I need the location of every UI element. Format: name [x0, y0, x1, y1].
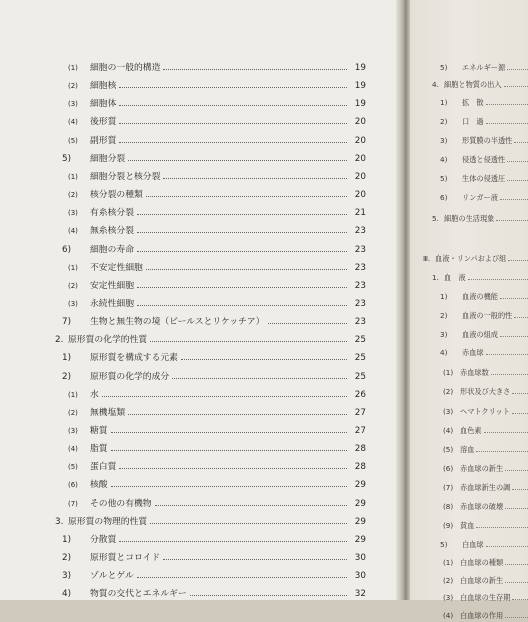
toc-leader-dots — [119, 468, 347, 469]
toc-entry-number: (2) — [443, 576, 454, 585]
toc-entry — [410, 538, 528, 551]
toc-entry — [410, 443, 528, 456]
toc-entry-number: 7) — [62, 317, 72, 328]
toc-entry-number: (4) — [443, 611, 454, 620]
toc-entry-title: 安定性細胞 — [90, 280, 134, 291]
toc-entry-page: 30 — [354, 553, 366, 564]
toc-entry-number: 2) — [62, 553, 72, 564]
toc-entry-number: (5) — [68, 463, 78, 472]
toc-leader-dots — [119, 105, 347, 106]
toc-entry — [410, 462, 528, 475]
toc-entry — [0, 460, 398, 474]
toc-leader-dots — [507, 161, 528, 162]
toc-entry-number: (2) — [68, 82, 78, 91]
toc-entry-title: 核分裂の種類 — [90, 190, 143, 201]
toc-entry-title: その他の有機物 — [90, 498, 152, 509]
toc-entry-title: 血 液 — [444, 273, 466, 282]
toc-entry — [0, 388, 398, 402]
toc-entry-number: 1) — [62, 534, 72, 545]
toc-entry-title: 赤血球の破壊 — [460, 502, 504, 511]
toc-leader-dots — [150, 341, 347, 342]
toc-entry-number: 5. — [432, 214, 439, 223]
toc-entry-page: 23 — [354, 317, 366, 328]
toc-entry-title: 原形質の化学的性質 — [68, 335, 148, 346]
toc-leader-dots — [486, 354, 528, 355]
toc-entry — [0, 279, 398, 293]
toc-entry-title: 細胞の一般的構造 — [90, 63, 161, 73]
toc-leader-dots — [119, 541, 347, 542]
toc-entry-title: 生物と無生物の境（ビールスとリケッチア） — [90, 317, 265, 328]
toc-entry-title: 赤血球新生の調 — [460, 483, 511, 492]
toc-leader-dots — [507, 69, 528, 70]
toc-entry — [410, 290, 528, 303]
toc-leader-dots — [484, 432, 528, 433]
toc-entry-title: 血液の組成 — [462, 330, 498, 339]
toc-entry — [0, 406, 398, 420]
toc-entry-number: (5) — [68, 136, 78, 145]
toc-entry-number: (4) — [68, 227, 78, 236]
toc-entry-number: 2) — [62, 371, 72, 382]
toc-entry-page: 29 — [354, 516, 366, 527]
toc-entry-title: 不安定性細胞 — [90, 262, 143, 273]
toc-entry-title: 原形質の物理的性質 — [68, 516, 148, 527]
toc-entry — [410, 556, 528, 569]
toc-leader-dots — [491, 374, 528, 375]
toc-entry — [410, 191, 528, 204]
toc-entry-number: 3. — [55, 516, 64, 527]
toc-entry-title: 白血球 — [462, 540, 484, 549]
toc-entry-number: (9) — [443, 521, 454, 530]
toc-leader-dots — [512, 599, 528, 600]
toc-leader-dots — [181, 359, 347, 360]
toc-entry-title: 糖質 — [90, 426, 108, 436]
toc-entry-page: 29 — [354, 498, 366, 509]
toc-leader-dots — [500, 336, 528, 337]
toc-leader-dots — [119, 87, 347, 88]
toc-entry — [410, 309, 528, 322]
toc-entry-number: 5) — [62, 153, 72, 164]
toc-entry-page: 20 — [354, 135, 366, 146]
toc-entry-title: 原形質とコロイド — [90, 553, 161, 564]
toc-entry — [410, 134, 528, 147]
toc-entry — [410, 153, 528, 166]
toc-entry — [410, 405, 528, 418]
toc-entry-number: (4) — [68, 445, 78, 454]
toc-leader-dots — [111, 450, 347, 451]
toc-entry-title: 赤血球数 — [460, 368, 489, 377]
toc-leader-dots — [486, 546, 528, 547]
toc-entry-page: 23 — [354, 226, 366, 237]
toc-entry-title: 細胞の寿命 — [90, 244, 134, 255]
toc-entry — [410, 591, 528, 604]
toc-leader-dots — [163, 178, 347, 179]
toc-entry — [0, 351, 398, 365]
toc-entry-title: 細胞と物質の出入 — [444, 80, 502, 89]
toc-entry-number: 1) — [440, 98, 448, 107]
toc-leader-dots — [128, 414, 347, 415]
toc-entry-title: 細胞核 — [90, 81, 117, 92]
toc-entry — [410, 328, 528, 341]
toc-entry-title: 貧血 — [460, 521, 475, 530]
toc-entry — [0, 170, 398, 184]
toc-leader-dots — [163, 559, 347, 560]
toc-leader-dots — [119, 123, 347, 124]
toc-entry — [410, 172, 528, 185]
toc-leader-dots — [102, 396, 347, 397]
toc-entry-page: 25 — [354, 335, 366, 346]
toc-entry-title: 赤血球 — [462, 348, 484, 357]
toc-leader-dots — [190, 595, 347, 596]
toc-entry-page: 29 — [354, 480, 366, 491]
toc-entry — [0, 515, 398, 529]
toc-entry — [0, 315, 398, 329]
toc-entry-number: 1) — [62, 353, 72, 364]
toc-entry-number: 5) — [440, 174, 448, 183]
toc-leader-dots — [137, 287, 347, 288]
toc-entry-page: 23 — [354, 244, 366, 255]
toc-entry-title: 白血球の生存期 — [460, 593, 511, 602]
toc-entry-page: 20 — [354, 171, 366, 182]
toc-entry-title: リンガー液 — [462, 193, 498, 202]
toc-entry — [410, 385, 528, 398]
toc-entry-page: 20 — [354, 153, 366, 164]
toc-entry-number: (3) — [443, 593, 454, 602]
toc-leader-dots — [137, 214, 347, 215]
toc-leader-dots — [505, 470, 528, 471]
toc-entry-title: 細胞分裂と核分裂 — [90, 171, 161, 182]
toc-entry-title: 細胞分裂 — [90, 153, 126, 164]
toc-entry — [0, 587, 398, 601]
toc-entry-title: 有糸核分裂 — [90, 208, 134, 219]
toc-leader-dots — [172, 378, 347, 379]
toc-entry — [0, 79, 398, 93]
toc-leader-dots — [155, 505, 347, 506]
toc-entry — [410, 346, 528, 359]
toc-entry-title: 脂質 — [90, 444, 108, 455]
toc-leader-dots — [505, 508, 528, 509]
toc-leader-dots — [496, 220, 528, 221]
toc-leader-dots — [476, 451, 528, 452]
toc-entry-title: 拡 散 — [462, 98, 484, 107]
toc-entry — [410, 424, 528, 437]
toc-entry-page: 23 — [354, 280, 366, 291]
toc-entry-page: 20 — [354, 117, 366, 128]
toc-leader-dots — [137, 577, 347, 578]
toc-entry-page: 27 — [354, 426, 366, 436]
toc-entry-number: (2) — [68, 408, 78, 417]
toc-entry-page: 19 — [354, 81, 366, 92]
toc-entry-number: (1) — [443, 368, 454, 377]
toc-entry — [410, 366, 528, 379]
toc-entry — [0, 243, 398, 257]
toc-entry — [0, 478, 398, 492]
toc-entry-title: 原形質を構成する元素 — [90, 353, 178, 364]
toc-leader-dots — [111, 486, 347, 487]
toc-leader-dots — [137, 232, 347, 233]
toc-entry-number: 2) — [440, 311, 448, 320]
toc-leader-dots — [504, 86, 528, 87]
toc-entry-title: 白血球の新生 — [460, 576, 504, 585]
toc-entry-number: (1) — [68, 390, 78, 399]
toc-entry — [0, 61, 398, 75]
toc-entry — [0, 261, 398, 275]
toc-entry — [0, 188, 398, 202]
toc-entry-number: (1) — [68, 64, 78, 72]
toc-entry-title: 白血球の種類 — [460, 558, 504, 567]
toc-entry — [0, 97, 398, 111]
toc-entry — [410, 271, 528, 284]
toc-entry-page: 19 — [354, 63, 366, 73]
toc-leader-dots — [150, 523, 347, 524]
toc-entry-number: (4) — [68, 118, 78, 127]
toc-entry-number: Ⅲ. — [423, 254, 431, 263]
toc-entry — [0, 442, 398, 456]
toc-entry-page: 32 — [354, 589, 366, 600]
toc-leader-dots — [505, 564, 528, 565]
toc-entry-number: 6) — [440, 193, 448, 202]
toc-entry-number: (8) — [443, 502, 454, 511]
toc-entry-number: (6) — [443, 464, 454, 473]
toc-leader-dots — [111, 432, 347, 433]
toc-leader-dots — [512, 413, 528, 414]
toc-entry — [0, 134, 398, 148]
toc-entry-title: 分散質 — [90, 534, 117, 545]
toc-entry-number: 4) — [440, 348, 448, 357]
toc-entry — [410, 212, 528, 225]
toc-entry — [0, 206, 398, 220]
toc-leader-dots — [476, 527, 528, 528]
toc-entry-title: 無糸核分裂 — [90, 226, 134, 237]
toc-entry — [0, 533, 398, 547]
toc-entry-title: 細胞体 — [90, 99, 117, 110]
toc-entry — [0, 115, 398, 129]
toc-entry-number: 1) — [440, 292, 448, 301]
toc-entry-title: 生体の侵透圧 — [462, 174, 506, 183]
toc-leader-dots — [468, 279, 528, 280]
toc-entry-page: 30 — [354, 571, 366, 582]
toc-entry — [410, 481, 528, 494]
toc-entry — [0, 569, 398, 583]
toc-leader-dots — [514, 317, 528, 318]
toc-entry-title: ゾルとゲル — [90, 571, 134, 582]
toc-entry-title: 血色素 — [460, 426, 482, 435]
toc-entry-page: 23 — [354, 262, 366, 273]
toc-entry-title: 物質の交代とエネルギー — [90, 589, 187, 600]
toc-entry-title: 永続性細胞 — [90, 298, 134, 309]
toc-leader-dots — [486, 123, 528, 124]
toc-entry-page: 27 — [354, 407, 366, 418]
toc-entry-title: 侵透と侵透性 — [462, 155, 506, 164]
toc-entry-title: 形質膜の半透性 — [462, 136, 513, 145]
toc-entry-title: ヘマトクリット — [460, 407, 510, 416]
toc-leader-dots — [119, 142, 347, 143]
toc-entry-number: 4. — [432, 80, 439, 89]
toc-entry-number: 4) — [62, 589, 72, 600]
toc-entry-number: (1) — [443, 558, 454, 567]
toc-entry-page: 21 — [354, 208, 366, 219]
toc-entry-title: 副形質 — [90, 135, 117, 146]
toc-entry-title: 原形質の化学的成分 — [90, 371, 170, 382]
toc-entry-number: 4) — [440, 155, 448, 164]
toc-entry-number: (2) — [68, 281, 78, 290]
toc-leader-dots — [146, 196, 347, 197]
toc-leader-dots — [514, 142, 528, 143]
toc-entry-title: 血液・リンパおよび組 — [435, 254, 507, 263]
book-gutter — [396, 0, 410, 600]
toc-entry-page: 25 — [354, 371, 366, 382]
toc-entry — [0, 370, 398, 384]
toc-entry-title: 水 — [90, 389, 99, 400]
toc-entry — [410, 500, 528, 513]
toc-entry — [410, 61, 528, 74]
toc-entry — [0, 424, 398, 438]
toc-entry-number: 5) — [440, 63, 448, 72]
toc-entry-number: (3) — [68, 100, 78, 109]
toc-entry — [0, 152, 398, 166]
toc-leader-dots — [512, 489, 528, 490]
toc-entry-page: 26 — [354, 389, 366, 400]
right-page — [410, 0, 528, 620]
toc-entry-title: 核酸 — [90, 480, 108, 491]
toc-leader-dots — [500, 298, 528, 299]
toc-entry — [0, 333, 398, 347]
toc-entry — [0, 224, 398, 238]
toc-entry-number: 5) — [440, 540, 448, 549]
toc-entry-number: (6) — [68, 481, 78, 490]
toc-entry-title: 口 過 — [462, 117, 484, 126]
toc-entry-title: エネルギー源 — [462, 63, 506, 72]
toc-leader-dots — [268, 323, 347, 324]
toc-entry-page: 28 — [354, 462, 366, 473]
toc-entry — [410, 96, 528, 109]
toc-entry-number: 3) — [440, 136, 448, 145]
toc-leader-dots — [505, 582, 528, 583]
toc-leader-dots — [507, 180, 528, 181]
toc-leader-dots — [128, 160, 347, 161]
toc-entry-number: (2) — [443, 387, 454, 396]
toc-entry-page: 28 — [354, 444, 366, 455]
toc-entry — [410, 609, 528, 622]
toc-entry-number: (3) — [68, 209, 78, 218]
toc-entry-number: (7) — [443, 483, 454, 492]
toc-entry-page: 20 — [354, 190, 366, 201]
toc-entry-number: (1) — [68, 263, 78, 272]
toc-entry-number: 1. — [432, 273, 439, 282]
toc-entry-number: 3) — [62, 571, 72, 582]
toc-leader-dots — [512, 393, 528, 394]
toc-entry-number: (3) — [68, 427, 78, 435]
toc-entry-title: 溶血 — [460, 445, 475, 454]
toc-entry-number: (1) — [68, 172, 78, 181]
toc-entry-title: 白血球の作用 — [460, 611, 504, 620]
toc-entry-number: (5) — [443, 445, 454, 454]
toc-entry-number: 2) — [440, 117, 448, 126]
toc-leader-dots — [500, 199, 528, 200]
toc-entry-page: 29 — [354, 534, 366, 545]
toc-entry-number: (7) — [68, 499, 78, 508]
toc-entry-title: 細胞の生活現象 — [444, 214, 495, 223]
toc-leader-dots — [163, 69, 347, 70]
toc-leader-dots — [137, 305, 347, 306]
toc-entry-number: (3) — [443, 407, 454, 416]
toc-leader-dots — [486, 104, 528, 105]
toc-entry-number: (3) — [68, 299, 78, 308]
toc-leader-dots — [508, 260, 528, 261]
toc-entry — [410, 115, 528, 128]
toc-entry-number: (4) — [443, 426, 454, 435]
toc-entry-number: 3) — [440, 330, 448, 339]
toc-leader-dots — [505, 617, 528, 618]
toc-entry-number: 6) — [62, 244, 72, 255]
toc-leader-dots — [146, 269, 347, 270]
toc-leader-dots — [137, 251, 347, 252]
toc-entry-title: 形状及び大きさ — [460, 387, 511, 396]
toc-entry-title: 赤血球の新生 — [460, 464, 504, 473]
toc-entry — [410, 574, 528, 587]
toc-entry-title: 後形質 — [90, 117, 117, 128]
toc-entry-page: 19 — [354, 99, 366, 110]
toc-entry — [0, 551, 398, 565]
toc-entry-page: 23 — [354, 298, 366, 309]
toc-entry-page: 25 — [354, 353, 366, 364]
toc-entry-number: 2. — [55, 335, 64, 346]
toc-entry-title: 血液の一般的性 — [462, 311, 513, 320]
toc-entry-number: (2) — [68, 191, 78, 200]
toc-entry-title: 蛋白質 — [90, 462, 117, 473]
toc-entry — [410, 519, 528, 532]
toc-entry — [410, 78, 528, 91]
toc-entry-title: 無機塩類 — [90, 407, 126, 418]
toc-entry — [0, 297, 398, 311]
toc-entry — [0, 497, 398, 511]
toc-entry — [410, 252, 528, 265]
toc-entry-title: 血液の機能 — [462, 292, 498, 301]
